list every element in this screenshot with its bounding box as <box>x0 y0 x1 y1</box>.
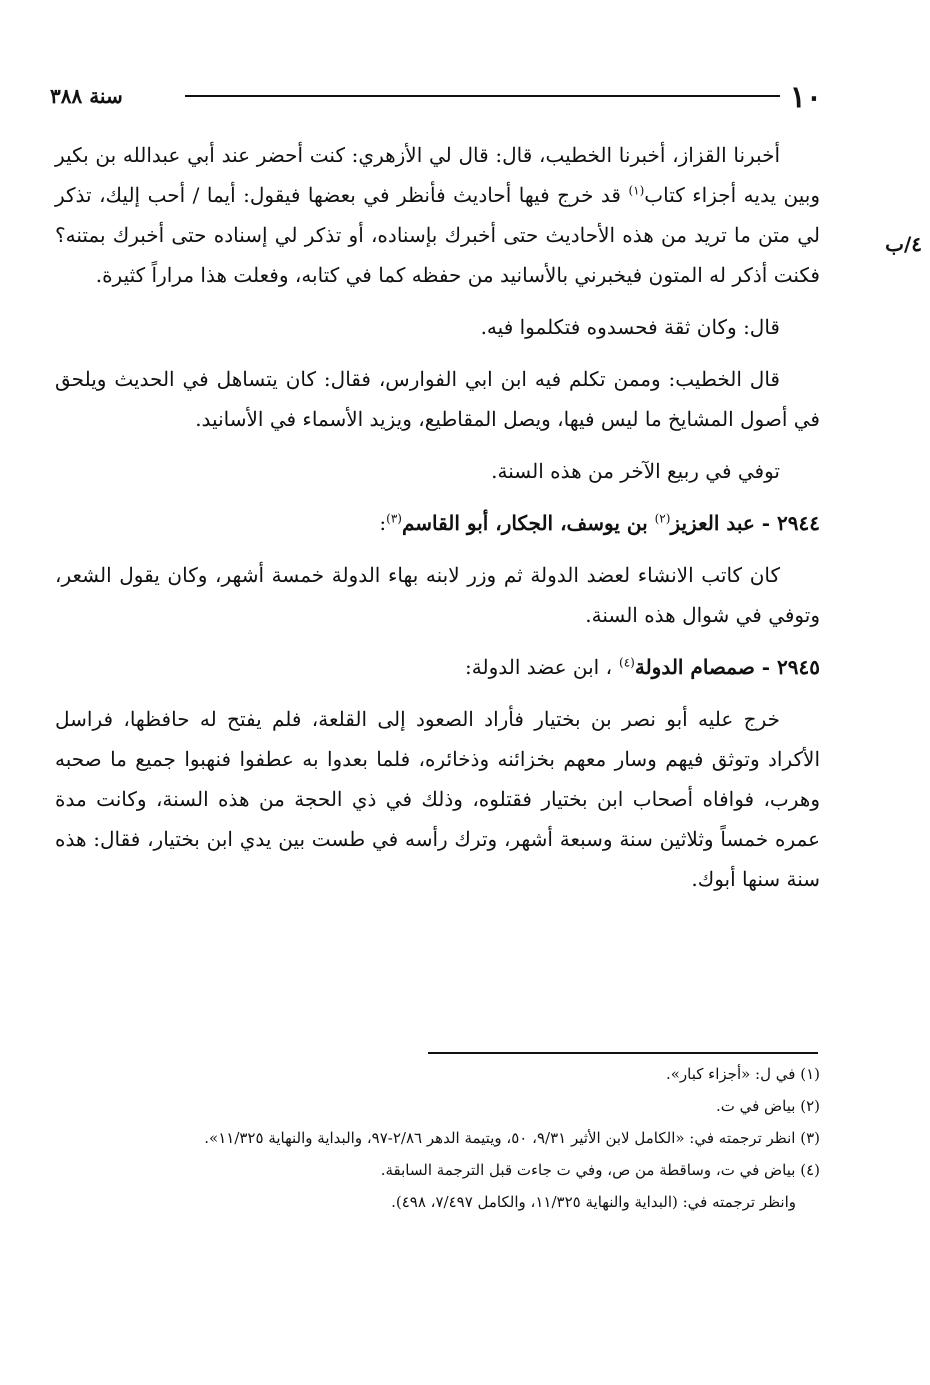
entry-2945-name: ٢٩٤٥ - صمصام الدولة <box>634 655 820 679</box>
main-text <box>55 135 820 911</box>
entry-2945-rest: ، ابن عضد الدولة: <box>465 655 613 679</box>
paragraph-1 <box>55 135 820 295</box>
footnote-ref-4: (٤) <box>619 655 635 670</box>
paragraph-1-cont: قد خرج فيها أحاديث فأنظر في بعضها فيقول: أيما / أحب إليك، تذكر لي متن ما تريد من هذه الأحاديث حتى أخبرك بإسناده، أو تذكر لي إسناده حتى أخبرك بمتنه؟ فكنت أذكر له المتون فيخبرني بالأسانيد من حفظه كما في كتابه، وفعلت هذا مراراً كثيرة. <box>55 183 820 287</box>
paragraph-2944: كان كاتب الانشاء لعضد الدولة ثم وزر لابنه بهاء الدولة خمسة أشهر، وكان يقول الشعر، وتوفي في شوال هذه السنة. <box>55 563 820 627</box>
entry-heading-2945 <box>55 647 820 687</box>
paragraph-3: قال الخطيب: وممن تكلم فيه ابن ابي الفوارس، فقال: كان يتساهل في الحديث ويلحق في أصول المشايخ ما ليس فيها، ويصل المقاطيع، ويزيد الأسماء في الأسانيد. <box>55 367 820 431</box>
paragraph-2: قال: وكان ثقة فحسدوه فتكلموا فيه. <box>480 315 780 339</box>
paragraph-4: توفي في ربيع الآخر من هذه السنة. <box>491 459 780 483</box>
footnote-2: (٢) بياض في ت. <box>715 1097 820 1115</box>
footnote-1: (١) في ل: «أجزاء كبار». <box>665 1065 820 1083</box>
paragraph-2945: خرج عليه أبو نصر بن بختيار فأراد الصعود إلى القلعة، فلم يفتح له حافظها، فراسل الأكراد وتوثق فيهم وسار معهم بخزائنه وذخائره، فلما بعدوا به عطفوا فنهبوا جميع ما صحبه وهرب، فوافاه أصحاب ابن بختيار فقتلوه، وذلك في ذي الحجة من هذه السنة، وكانت مدة عمره خمساً وثلاثين سنة وسبعة أشهر، وترك رأسه في طست بين يدي ابن بختيار، فقال: هذه سنة سنها أبوك. <box>55 707 820 891</box>
footnote-ref-2: (٢) <box>654 511 671 526</box>
running-header <box>50 80 830 115</box>
footnote-ref-3: (٣) <box>386 511 402 526</box>
footnote-ref-1: (١) <box>628 183 645 198</box>
entry-2944-name: ٢٩٤٤ - عبد العزيز <box>670 511 820 535</box>
entry-heading-2944 <box>55 503 820 543</box>
entry-2944-rest: بن يوسف، الجكار، أبو القاسم <box>401 511 648 535</box>
footnote-3: (٣) انظر ترجمته في: «الكامل لابن الأثير ٩/٣١، ٥٠، ويتيمة الدهر ٢/٨٦-٩٧، والبداية والنهاية ١١/٣٢٥». <box>204 1129 820 1147</box>
paragraph-1-text: أخبرنا القزاز، أخبرنا الخطيب، قال: قال لي الأزهري: كنت أحضر عند أبي عبدالله بن بكير وبين يديه أجزاء كتاب <box>55 143 820 207</box>
footnote-4: (٤) بياض في ت، وساقطة من ص، وفي ت جاءت قبل الترجمة السابقة. <box>380 1161 820 1179</box>
manuscript-folio-marker: ٤/ب <box>885 232 922 256</box>
year-label: سنة ٣٨٨ <box>50 84 123 108</box>
footnote-4-cont: وانظر ترجمته في: (البداية والنهاية ١١/٣٢٥، والكامل ٧/٤٩٧، ٤٩٨). <box>391 1193 796 1211</box>
entry-2944-colon: : <box>379 511 387 535</box>
header-rule <box>185 95 780 97</box>
footnotes <box>55 1060 820 1220</box>
footnote-rule <box>428 1052 818 1054</box>
page-number: ١٠ <box>789 80 822 115</box>
